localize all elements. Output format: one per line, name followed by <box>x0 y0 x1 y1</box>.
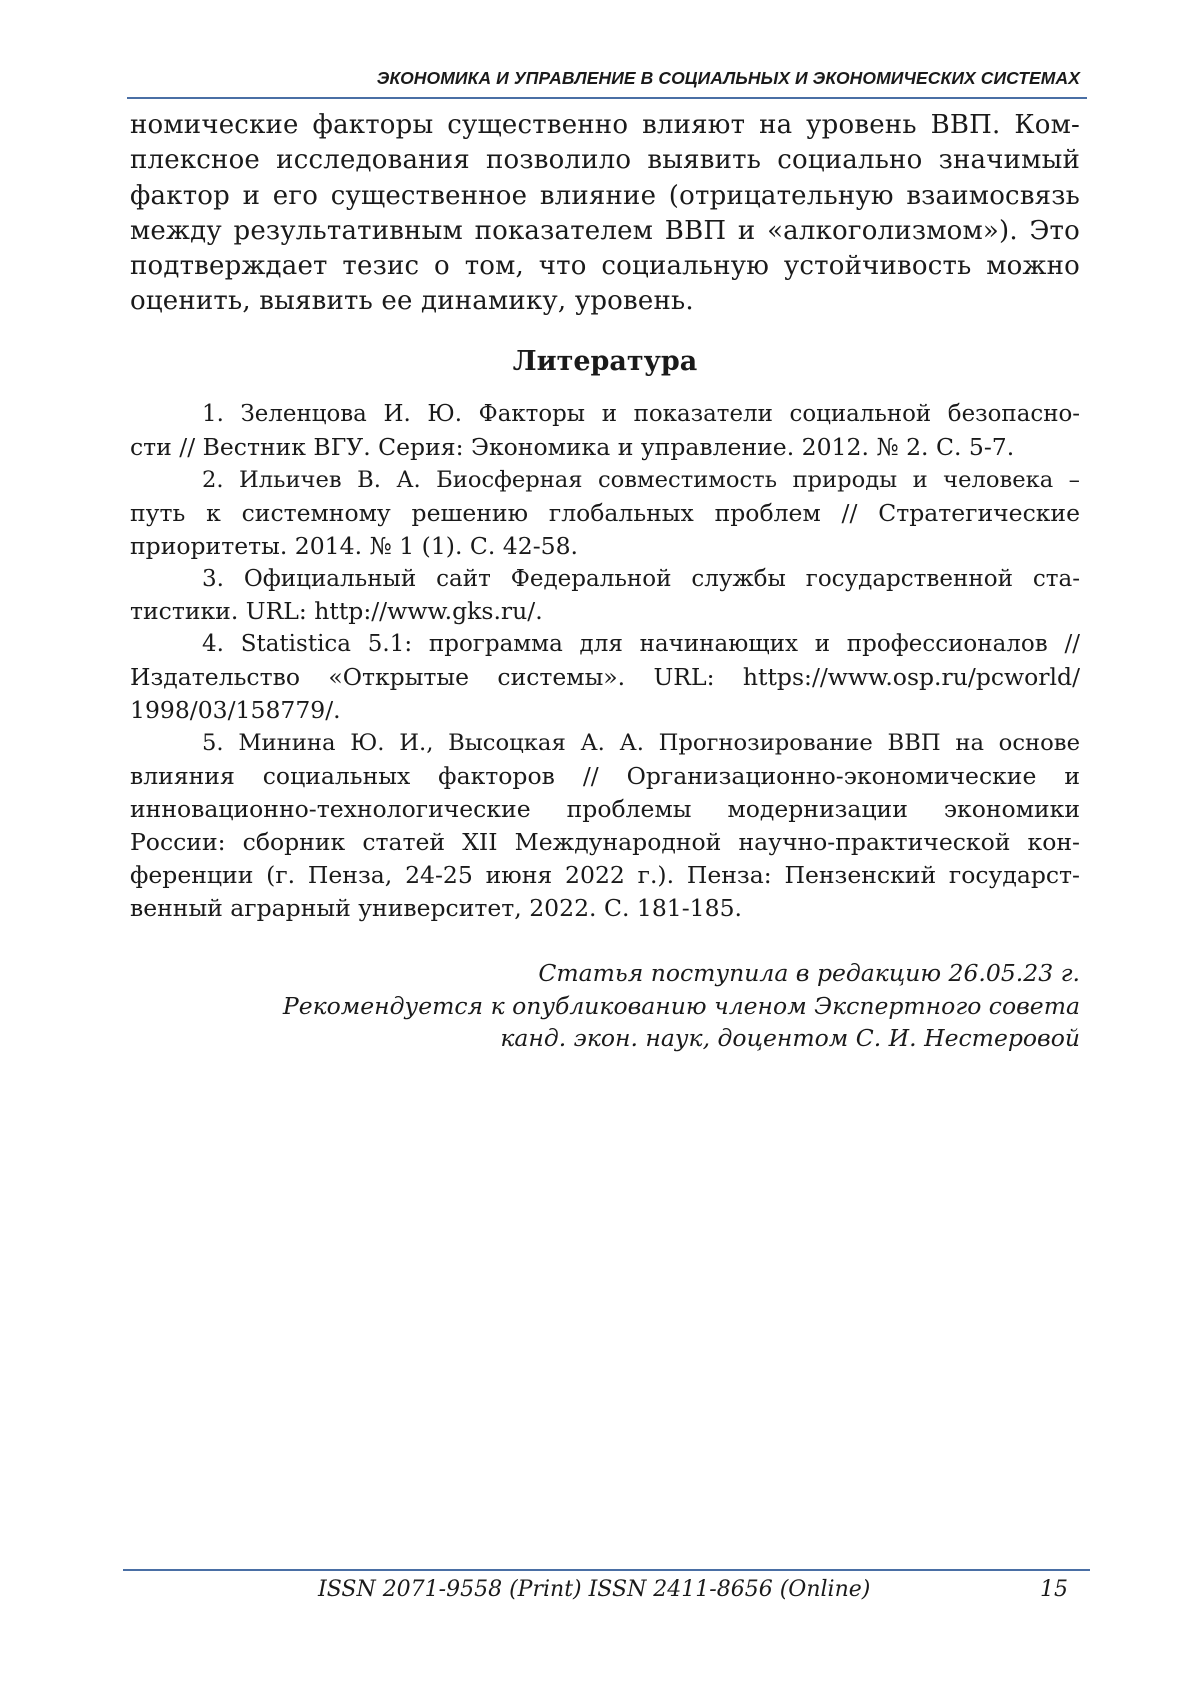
reference-item <box>130 563 1080 629</box>
article-signature <box>130 957 1080 1055</box>
reference-line: тистики. URL: http://www.gks.ru/. <box>130 597 543 626</box>
header-divider <box>127 97 1087 99</box>
body-line: фактор и его существенное влияние (отрицательную взаимосвязь <box>130 180 1080 211</box>
body-line: оценить, выявить ее динамику, уровень. <box>130 286 694 317</box>
reference-item <box>130 464 1080 563</box>
reference-line: приоритеты. 2014. № 1 (1). С. 42-58. <box>130 531 579 560</box>
reference-item <box>130 398 1080 464</box>
references-title: Литература <box>512 346 698 377</box>
reference-line: ференции (г. Пенза, 24-25 июня 2022 г.). Пенза: Пензенский государст- <box>130 860 1080 889</box>
references-list <box>130 398 1080 925</box>
reference-line: путь к системному решению глобальных проблем // Стратегические <box>130 498 1080 527</box>
page-number: 15 <box>1040 1577 1068 1602</box>
received-date: Статья поступила в редакцию 26.05.23 г. <box>538 959 1080 987</box>
body-line: подтверждает тезис о том, что социальную устойчивость можно <box>130 251 1080 282</box>
reference-line: 1. Зеленцова И. Ю. Факторы и показатели социальной безопасно- <box>202 401 1080 427</box>
body-paragraph <box>130 108 1080 320</box>
reference-line: Издательство «Открытые системы». URL: https://www.osp.ru/pcworld/ <box>130 663 1080 692</box>
recommendation: Рекомендуется к опубликованию членом Экспертного совета <box>282 991 1080 1020</box>
reference-item <box>130 628 1080 727</box>
reviewer: канд. экон. наук, доцентом С. И. Нестеровой <box>500 1024 1080 1052</box>
reference-line: влияния социальных факторов // Организационно-экономические и <box>130 761 1080 790</box>
reference-line: 1998/03/158779/. <box>130 696 341 725</box>
reference-line: венный аграрный университет, 2022. С. 181-185. <box>130 893 743 922</box>
body-line: номические факторы существенно влияют на уровень ВВП. Ком- <box>130 110 1080 140</box>
running-header: ЭКОНОМИКА И УПРАВЛЕНИЕ В СОЦИАЛЬНЫХ И ЭКОНОМИЧЕСКИХ СИСТЕМАХ <box>376 68 1080 88</box>
footer-divider <box>123 1569 1090 1571</box>
reference-line: сти // Вестник ВГУ. Серия: Экономика и управление. 2012. № 2. С. 5-7. <box>130 432 1015 461</box>
reference-line: 3. Официальный сайт Федеральной службы государственной ста- <box>202 565 1080 592</box>
reference-line: 5. Минина Ю. И., Высоцкая А. А. Прогнозирование ВВП на основе <box>202 730 1080 757</box>
reference-line: 4. Statistica 5.1: программа для начинающих и профессионалов // <box>202 631 1080 658</box>
body-line: между результативным показателем ВВП и «алкоголизмом»). Это <box>130 215 1080 246</box>
reference-line: инновационно-технологические проблемы модернизации экономики <box>130 794 1080 823</box>
reference-line: 2. Ильичев В. А. Биосферная совместимость природы и человека – <box>202 466 1080 493</box>
reference-item <box>130 727 1080 924</box>
footer-issn: ISSN 2071-9558 (Print) ISSN 2411-8656 (Online) <box>318 1577 871 1602</box>
body-line: плексное исследования позволило выявить социально значимый <box>130 145 1080 176</box>
reference-line: России: сборник статей XII Международной научно-практической кон- <box>130 827 1080 856</box>
